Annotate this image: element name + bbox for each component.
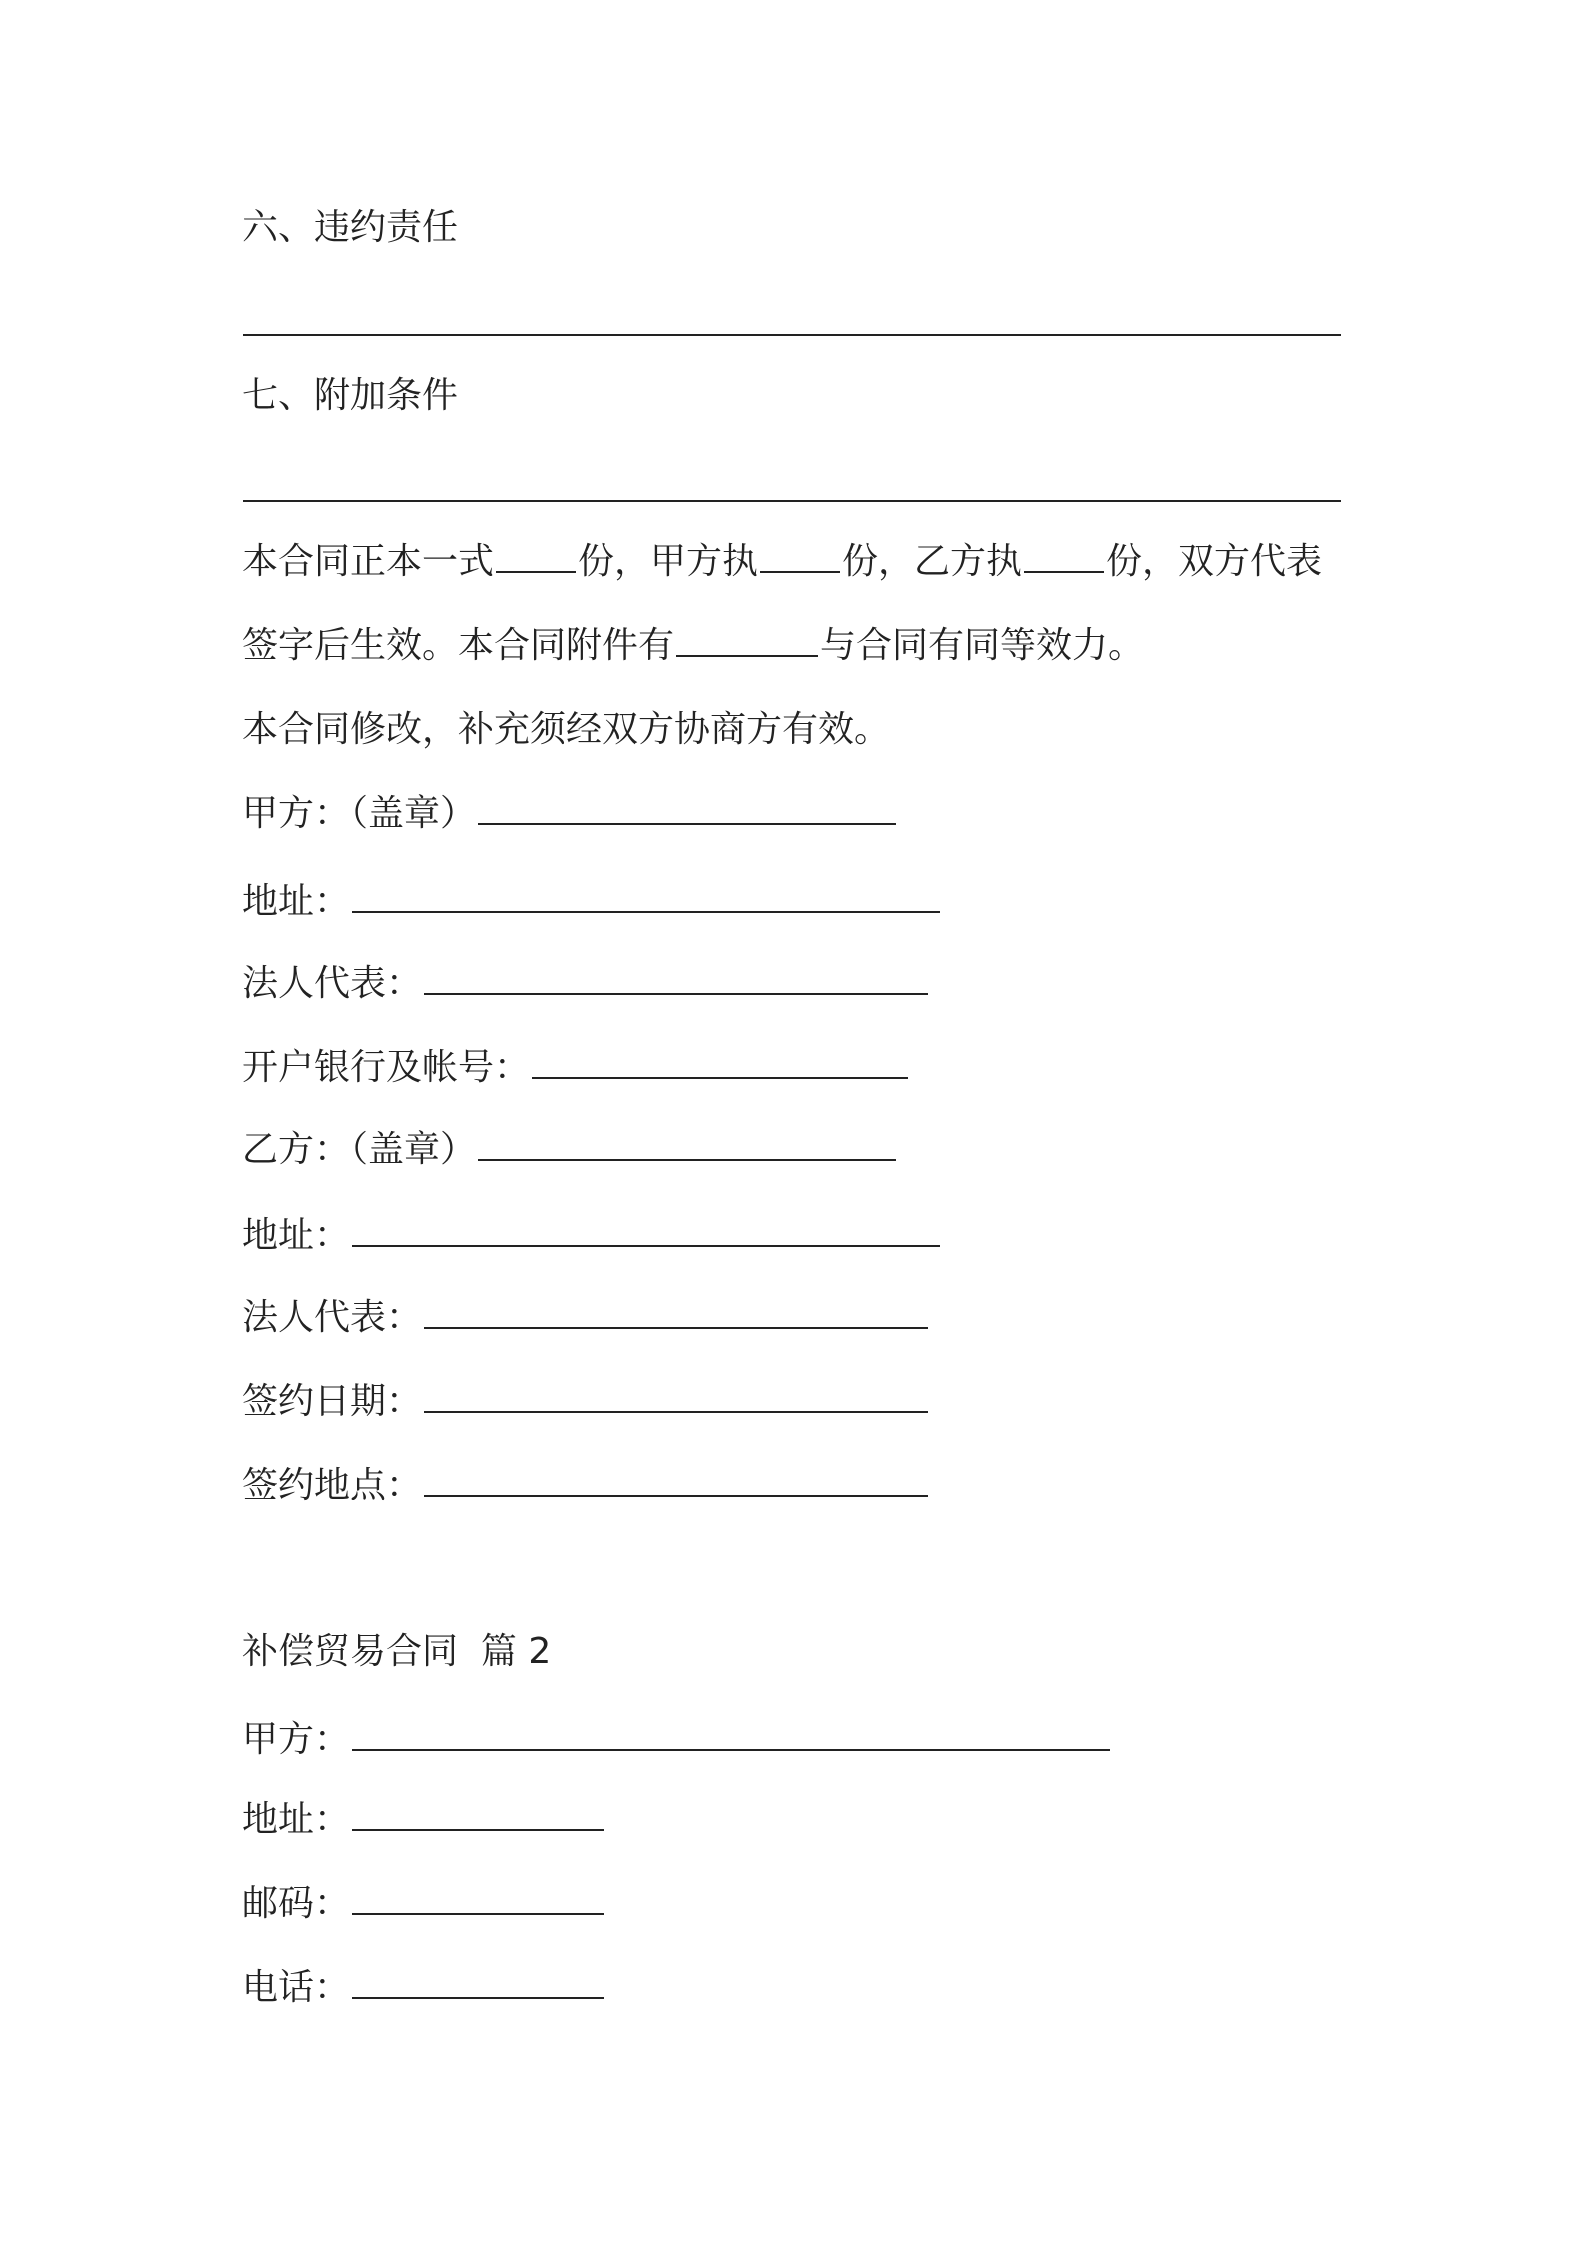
signing-date-row: 签约日期： — [242, 1378, 930, 1426]
attachments-blank[interactable] — [676, 625, 818, 657]
party-a-seal-field[interactable] — [478, 793, 896, 825]
party-b-seal-field[interactable] — [478, 1129, 896, 1161]
total-copies-blank[interactable] — [496, 541, 576, 573]
part2-address-row: 地址： — [242, 1796, 606, 1844]
part2-phone-row: 电话： — [242, 1964, 606, 2012]
part2-party-row: 甲方： — [242, 1716, 1112, 1764]
party-b-address-field[interactable] — [352, 1215, 940, 1247]
party-b-rep-field[interactable] — [424, 1297, 928, 1329]
signing-date-field[interactable] — [424, 1381, 928, 1413]
copies-clause-line-2: 签字后生效。本合同附件有 与合同有同等效力。 — [242, 625, 1145, 666]
section-heading-breach: 六、违约责任 — [242, 207, 459, 248]
party-b-rep-row: 法人代表： — [242, 1294, 930, 1342]
part2-postcode-row: 邮码： — [242, 1880, 606, 1928]
part2-postcode-field[interactable] — [352, 1883, 604, 1915]
amendment-clause: 本合同修改，补充须经双方协商方有效。 — [242, 709, 891, 750]
party-a-seal-row: 甲方：（盖章） — [242, 790, 898, 838]
party-b-seal-row: 乙方：（盖章） — [242, 1126, 898, 1174]
party-a-rep-field[interactable] — [424, 963, 928, 995]
part2-phone-field[interactable] — [352, 1967, 604, 1999]
party-a-bank-field[interactable] — [532, 1047, 908, 1079]
part2-title: 补偿贸易合同 篇 2 — [242, 1631, 552, 1672]
party-a-bank-row: 开户银行及帐号： — [242, 1044, 910, 1092]
signing-place-field[interactable] — [424, 1465, 928, 1497]
section-heading-additional: 七、附加条件 — [242, 375, 459, 416]
party-a-address-field[interactable] — [352, 881, 940, 913]
party-a-copies-blank[interactable] — [760, 541, 840, 573]
signing-place-row: 签约地点： — [242, 1462, 930, 1510]
part2-party-field[interactable] — [352, 1719, 1110, 1751]
blank-line-breach[interactable] — [243, 334, 1341, 336]
party-b-address-row: 地址： — [242, 1212, 942, 1260]
party-a-address-row: 地址： — [242, 878, 942, 926]
copies-clause-line-1: 本合同正本一式 份，甲方执 份，乙方执 份，双方代表 — [242, 541, 1323, 582]
party-b-copies-blank[interactable] — [1024, 541, 1104, 573]
blank-line-additional[interactable] — [243, 500, 1341, 502]
party-a-rep-row: 法人代表： — [242, 960, 930, 1008]
part2-address-field[interactable] — [352, 1799, 604, 1831]
